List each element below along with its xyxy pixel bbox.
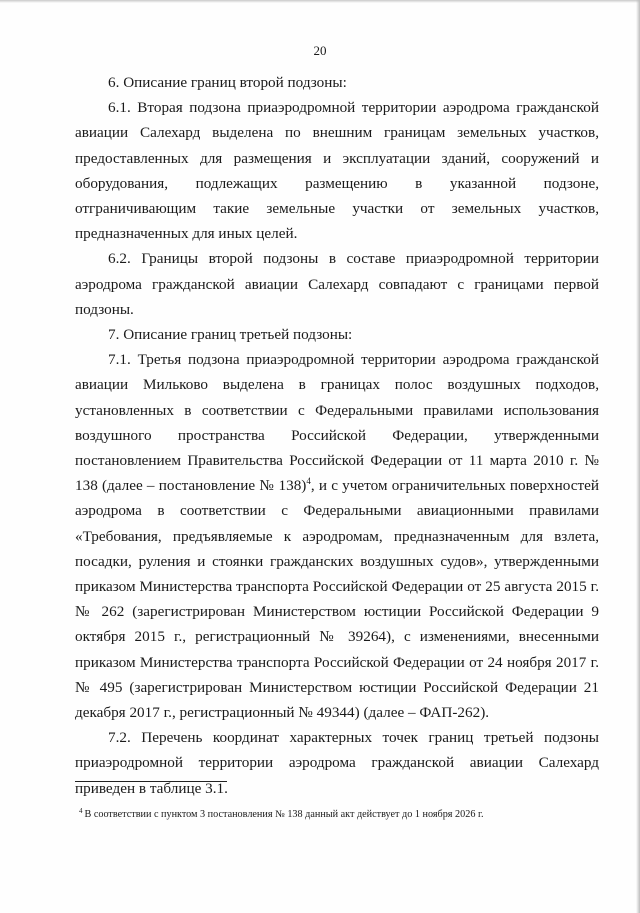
footnote-text: В соответствии с пунктом 3 постановления № 138 данный акт действует до 1 ноября 2026 г. bbox=[84, 809, 484, 820]
paragraph-7-1-text-end: , и с учетом ограничительных поверхностей аэродрома в соответствии с Федеральными авиационными правилами «Требования, предъявляемые к аэродромам, предназначенным для взлета, посадки, руления и стоянки гражданских воздушных судов», утвержденными приказом Министерства транспорта Российской Федерации от 25 августа 2015 г. № 262 (зарегистрирован Министерством юстиции Российской Федерации 9 октября 2015 г., регистрационный № 39264), с изменениями, внесенными приказом Министерства транспорта Российской Федерации от 24 ноября 2017 г. № 495 (зарегистрирован Министерством юстиции Российской Федерации 21 декабря 2017 г., регистрационный № 49344) (далее – ФАП-262). bbox=[75, 477, 600, 722]
paragraph-7-1-text-start: 7.1. Третья подзона приаэродромной территории аэродрома гражданской авиации Мильково выделена в границах полос воздушных подходов, установленных в соответствии с Федеральными правилами использования воздушного пространства Российской Федерации, утвержденными постановлением Правительства Российской Федерации от 11 марта 2010 г. № 138 (далее – постановление № 138) bbox=[75, 351, 599, 495]
footnote-reference[interactable]: 4 bbox=[306, 476, 311, 487]
document-body bbox=[75, 70, 599, 801]
section-7-heading: 7. Описание границ третьей подзоны: bbox=[108, 326, 353, 344]
footnote-number: 4 bbox=[79, 806, 83, 815]
paragraph-7-2: 7.2. Перечень координат характерных точек границ третьей подзоны приаэродромной территории аэродрома гражданской авиации Салехард приведен в таблице 3.1. bbox=[75, 729, 599, 797]
paragraph-6-1: 6.1. Вторая подзона приаэродромной территории аэродрома гражданской авиации Салехард выделена по внешним границам земельных участков, предоставленных для размещения и эксплуатации зданий, сооружений и оборудования, подлежащих размещению в указанной подзоне, отграничивающим такие земельные участки от земельных участков, предназначенных для иных целей. bbox=[75, 99, 599, 243]
paragraph-6-2: 6.2. Границы второй подзоны в составе приаэродромной территории аэродрома гражданской авиации Салехард совпадают с границами первой подзоны. bbox=[75, 250, 599, 318]
paragraph-7-1 bbox=[75, 347, 599, 725]
scan-edge-right bbox=[636, 0, 640, 913]
footnote-separator bbox=[75, 781, 227, 782]
footnote bbox=[79, 808, 599, 821]
scan-edge-top bbox=[0, 0, 640, 3]
section-6-heading: 6. Описание границ второй подзоны: bbox=[108, 74, 347, 91]
page-number: 20 bbox=[313, 43, 327, 58]
